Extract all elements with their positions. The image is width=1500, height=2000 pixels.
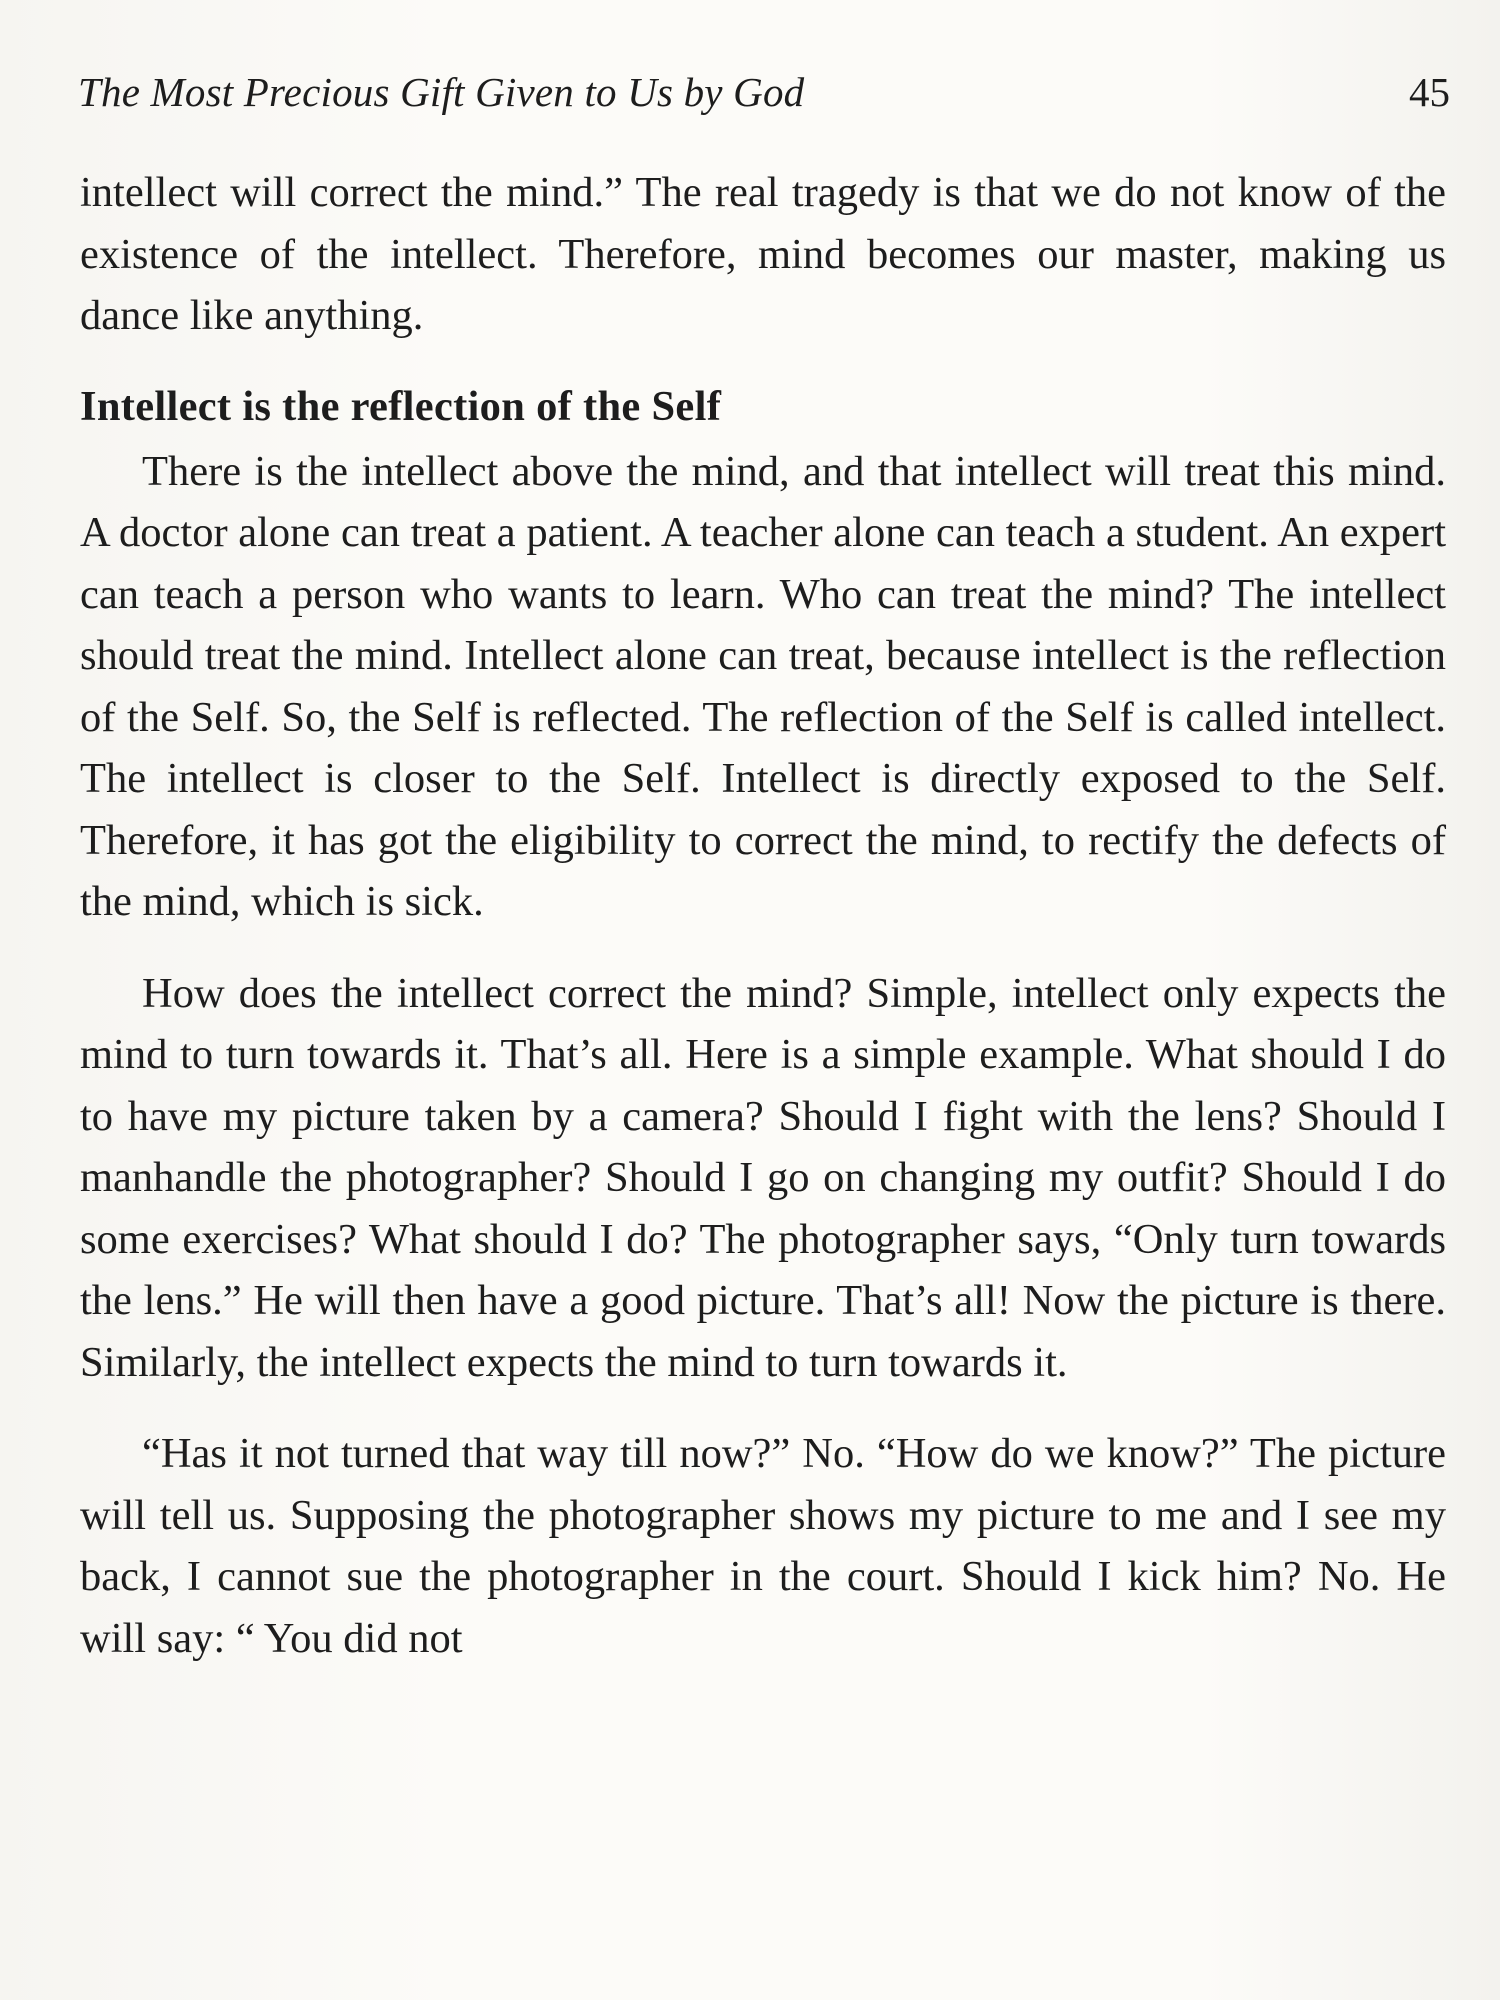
running-header (78, 62, 1450, 122)
body-text (80, 162, 1446, 1669)
paragraph-4: “Has it not turned that way till now?” No. “How do we know?” The picture will tell us. Supposing the photographer shows my picture to me and I see my back, I cannot sue the photographer in the court. Should I kick him? No. He will say: “ You did not (80, 1430, 1446, 1662)
paragraph-1: intellect will correct the mind.” The real tragedy is that we do not know of the existence of the intellect. Therefore, mind becomes our master, making us dance like anything. (80, 169, 1446, 339)
section-heading: Intellect is the reflection of the Self (80, 382, 722, 430)
page-number: 45 (1409, 69, 1450, 115)
running-title: The Most Precious Gift Given to Us by God (78, 69, 805, 115)
paragraph-3: How does the intellect correct the mind? Simple, intellect only expects the mind to turn towards it. That’s all. Here is a simple example. What should I do to have my picture taken by a camera? Should I fight with the lens? Should I manhandle the photographer? Should I go on changing my outfit? Should I do some exercises? What should I do? The photographer says, “Only turn towards the lens.” He will then have a good picture. That’s all! Now the picture is there. Similarly, the intellect expects the mind to turn towards it. (80, 969, 1446, 1386)
paragraph-2: There is the intellect above the mind, and that intellect will treat this mind. A doctor alone can treat a patient. A teacher alone can teach a student. An expert can teach a person who wants to learn. Who can treat the mind? The intellect should treat the mind. Intellect alone can treat, because intellect is the reflection of the Self. So, the Self is reflected. The reflection of the Self is called intellect. The intellect is closer to the Self. Intellect is directly exposed to the Self. Therefore, it has got the eligibility to correct the mind, to rectify the defects of the mind, which is sick. (80, 447, 1446, 925)
